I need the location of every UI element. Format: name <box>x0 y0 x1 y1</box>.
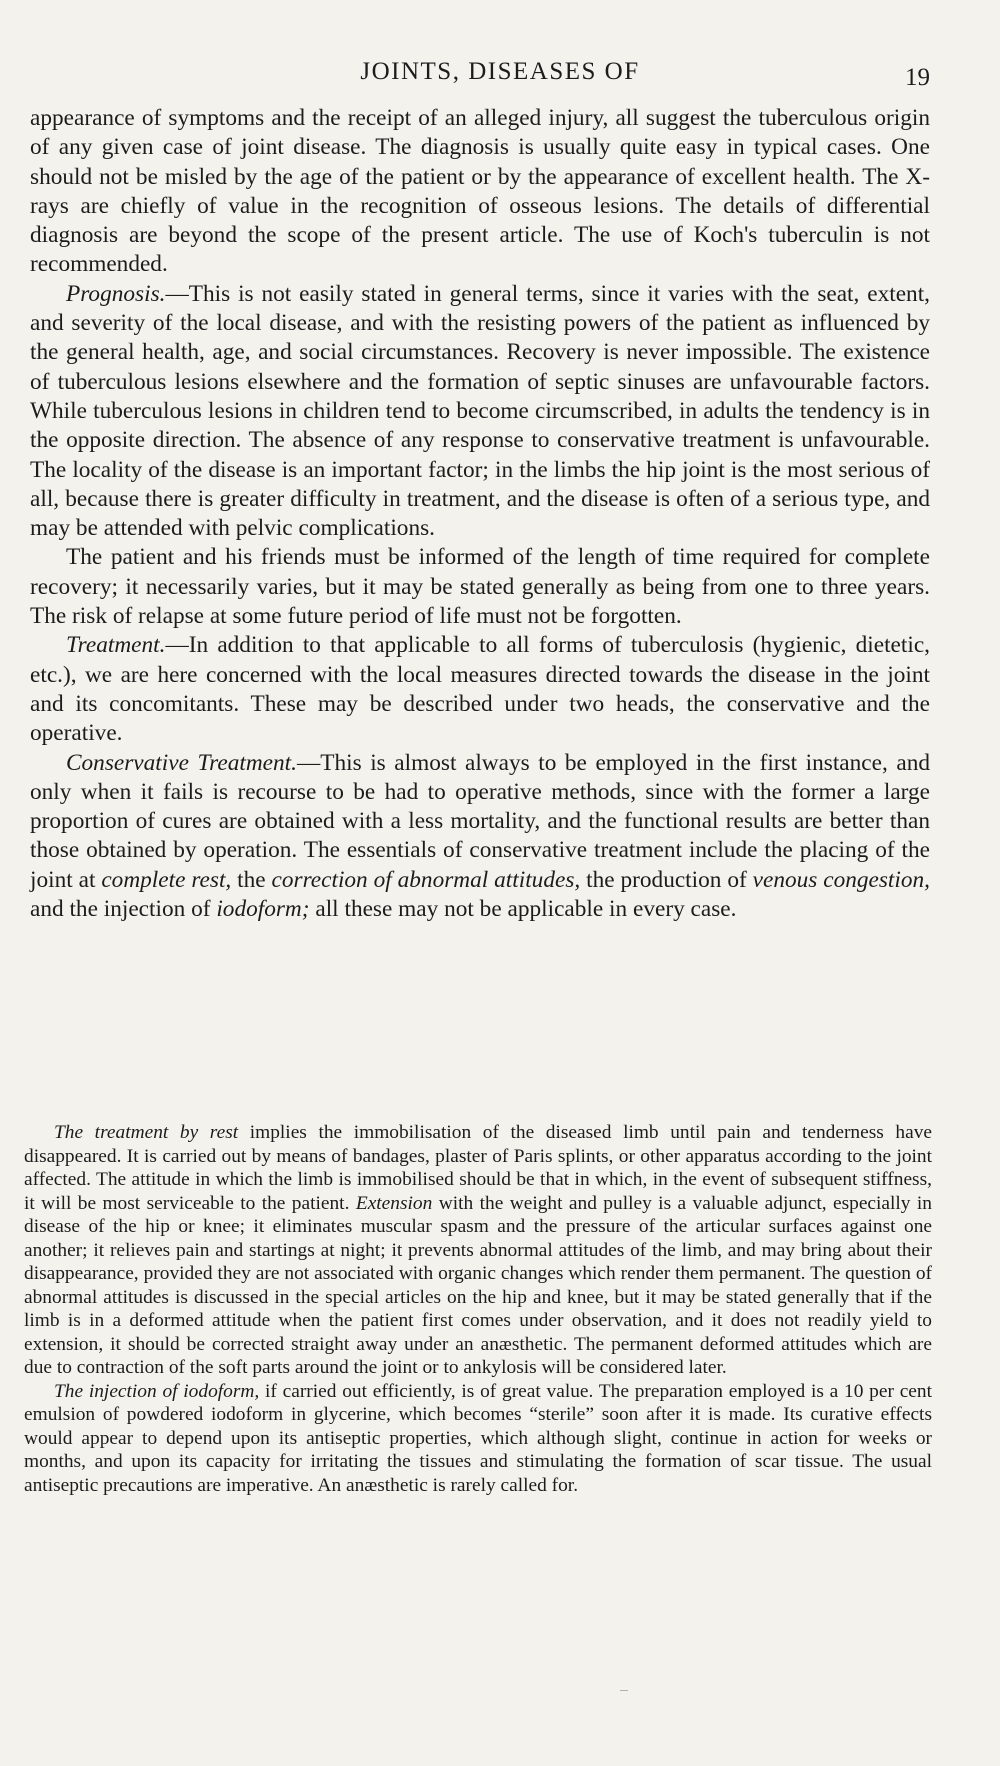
paragraph-diagnosis: appearance of symptoms and the receipt of an alleged injury, all suggest the tuberculous origin of any given case of joint disease. The diagnosis is usually quite easy in typical cases. One should not be misled by the age of the patient or by the appearance of excellent health. The X-rays are chiefly of value in the recognition of osseous lesions. The details of differential diagnosis are beyond the scope of the present article. The use of Koch's tuberculin is not recommended. <box>30 105 930 278</box>
paragraph-prognosis <box>30 280 930 544</box>
paragraph-conservative-treatment <box>30 749 930 925</box>
emphasis-abnormal-attitudes: correction of abnormal attitudes, <box>271 866 581 893</box>
small-print-block <box>24 1121 932 1497</box>
paragraph-treatment <box>30 631 930 748</box>
emphasis-iodoform: iodoform; <box>216 896 310 923</box>
heading-treatment: Treatment. <box>66 632 166 659</box>
paper-speck <box>620 1690 628 1691</box>
page-number: 19 <box>905 64 930 91</box>
conservative-text-b: the <box>231 866 272 893</box>
main-text-block <box>30 104 930 924</box>
prognosis-text: —This is not easily stated in general terms, since it varies with the seat, extent, and severity of the local disease, and with the resisting powers of the patient as influenced by the general health, age, and social circumstances. Recovery is never impossible. The existence of tuberculous lesions elsewhere and the formation of septic sinuses are unfavourable factors. While tuberculous lesions in children tend to become circumscribed, in adults the tendency is in the opposite direction. The absence of any response to conservative treatment is unfavourable. The locality of the disease is an important factor; in the limbs the hip joint is the most serious of all, because there is greater difficulty in treatment, and the disease is often of a serious type, and may be attended with pelvic complications. <box>30 280 930 542</box>
heading-prognosis: Prognosis. <box>66 280 166 307</box>
rest-text-a: implies the immobilisation of the diseased limb until pain and tenderness have disappeared. It is carried out by means of bandages, plaster of Paris splints, or other apparatus according to the joint affected. The attitude in which the limb is immobilised should be that in which, in the event of subsequent stiffness, it will be most serviceable to the patient. <box>24 1122 932 1214</box>
conservative-text-a: —This is almost always to be employed in the first instance, and only when it fails is recourse to be had to operative methods, since with the former a large proportion of cures are obtained with a less mortality, and the functional results are better than those obtained by operation. The essentials of conservative treatment include the placing of the joint at <box>30 749 930 893</box>
heading-injection-of-iodoform: The injection of iodoform, <box>54 1380 260 1402</box>
conservative-text-e: all these may not be applicable in every case. <box>309 896 737 923</box>
iodoform-text: if carried out efficiently, is of great value. The preparation employed is a 10 per cent emulsion of powdered iodoform in glycerine, which becomes “sterile” soon after it is made. Its curative effects would appear to depend upon its antiseptic properties, which although slight, continue in action for weeks or months, and upon its capacity for irritating the tissues and stimulating the formation of scar tissue. The usual antiseptic precautions are imperative. An anæsthetic is rarely called for. <box>24 1380 932 1496</box>
heading-conservative-treatment: Conservative Treatment. <box>66 749 297 776</box>
paragraph-injection-of-iodoform <box>24 1380 932 1498</box>
paragraph-treatment-by-rest <box>24 1121 932 1380</box>
emphasis-venous-congestion: venous congestion, <box>752 866 930 893</box>
paragraph-recovery-time: The patient and his friends must be informed of the length of time required for complete recovery; it necessarily varies, but it may be stated generally as being from one to three years. The risk of relapse at some future period of life must not be forgotten. <box>30 544 930 630</box>
conservative-text-d: and the injection of <box>30 896 217 923</box>
running-head: JOINTS, DISEASES OF <box>360 58 640 85</box>
treatment-text: —In addition to that applicable to all forms of tuberculosis (hygienic, dietetic, etc.), we are here concerned with the local measures directed towards the disease in the joint and its concomitants. These may be described under two heads, the conservative and the operative. <box>30 632 930 747</box>
emphasis-complete-rest: complete rest, <box>101 866 232 893</box>
conservative-text-c: the production of <box>580 866 753 893</box>
heading-treatment-by-rest: The treatment by rest <box>54 1122 239 1143</box>
emphasis-extension: Extension <box>355 1192 433 1214</box>
rest-text-b: with the weight and pulley is a valuable adjunct, especially in disease of the hip or knee; it eliminates muscular spasm and the pressure of the articular surfaces against one another; it relieves pain and startings at night; it prevents abnormal attitudes of the limb, and may bring about their disappearance, provided they are not associated with organic changes which render them permanent. The question of abnormal attitudes is discussed in the special articles on the hip and knee, but it may be stated generally that if the limb is in a deformed attitude when the patient first comes under observation, and it does not readily yield to extension, it should be corrected straight away under an anæsthetic. The permanent deformed attitudes which are due to contraction of the soft parts around the joint or to ankylosis will be considered later. <box>24 1192 932 1378</box>
